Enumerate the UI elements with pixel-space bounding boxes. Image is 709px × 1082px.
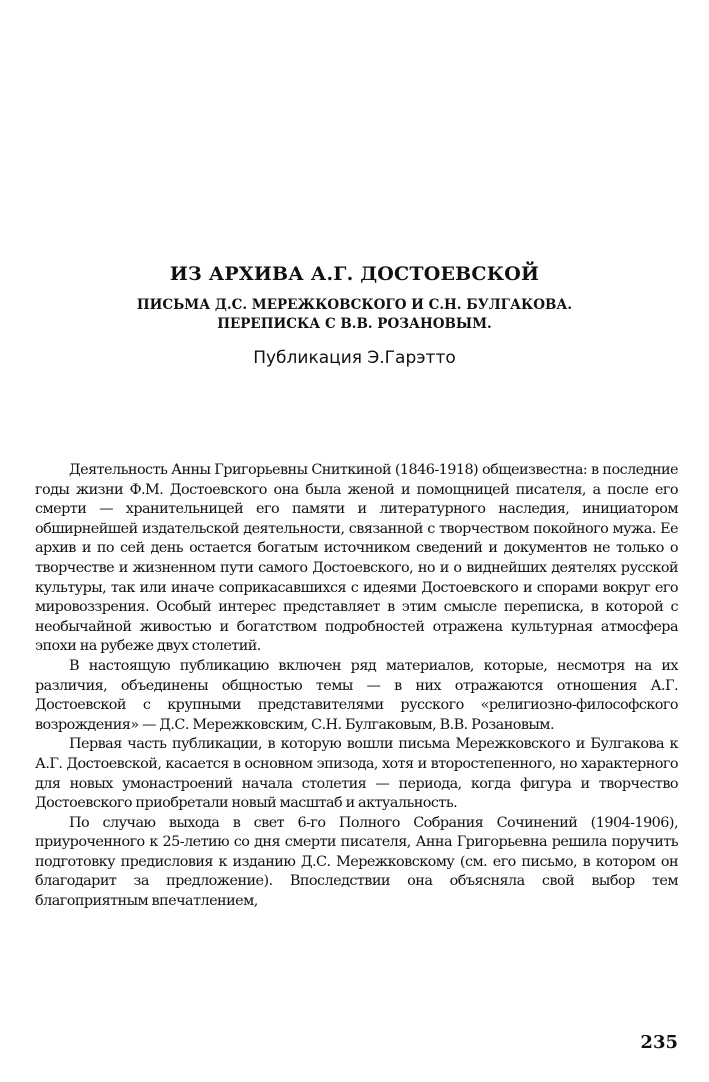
subtitle-line-2: ПЕРЕПИСКА С В.В. РОЗАНОВЫМ. (217, 316, 492, 332)
paragraph-4: По случаю выхода в свет 6-го Полного Собрания Сочинений (1904-1906), приуроченного к 25-летию со дня смерти писателя, Анна Григорьевна решила поручить подготовку предисловия к изданию Д.С. Мережковскому (см. его письмо, в котором он благодарит за предложение). Впоследствии она объясняла свой выбор тем благоприятным впечатлением, (35, 814, 678, 910)
paragraph-2: В настоящую публикацию включен ряд материалов, которые, несмотря на их различия, объединены общностью темы — в них отражаются отношения А.Г. Достоевской с крупными представителями русского «религиозно-философского возрождения» — Д.С. Мережковским, С.Н. Булгаковым, В.В. Розановым. (35, 657, 678, 733)
heading-block (0, 262, 709, 369)
body-text (35, 461, 678, 912)
paragraph-3: Первая часть публикации, в которую вошли письма Мережковского и Булгакова к А.Г. Достоевской, касается в основном эпизода, хотя и второстепенного, но характерного для новых умонастроений начала столетия — периода, когда фигура и творчество Достоевского приобретали новый масштаб и актуальность. (35, 736, 678, 812)
page-number: 235 (640, 1032, 678, 1053)
page-title: ИЗ АРХИВА А.Г. ДОСТОЕВСКОЙ (169, 263, 540, 285)
publication-credit: Публикация Э.Гарэтто (253, 348, 456, 368)
paragraph-1: Деятельность Анны Григорьевны Сниткиной (1846-1918) общеизвестна: в последние годы жизни Ф.М. Достоевского она была женой и помощницей писателя, а после его смерти — хранительницей его памяти и литературного наследия, инициатором обширнейшей издательской деятельности, связанной с творчеством покойного мужа. Ее архив и по сей день остается богатым источником сведений и документов не только о творчестве и жизненном пути самого Достоевского, но и о виднейших деятелях русской культуры, так или иначе соприкасавшихся с идеями Достоевского и спорами вокруг его мировоззрения. Особый интерес представляет в этим смысле переписка, в которой с необычайной живостью и богатством подробностей отражена культурная атмосфера эпохи на рубеже двух столетий. (35, 462, 678, 655)
subtitle-line-1: ПИСЬМА Д.С. МЕРЕЖКОВСКОГО И С.Н. БУЛГАКОВА. (136, 297, 573, 313)
